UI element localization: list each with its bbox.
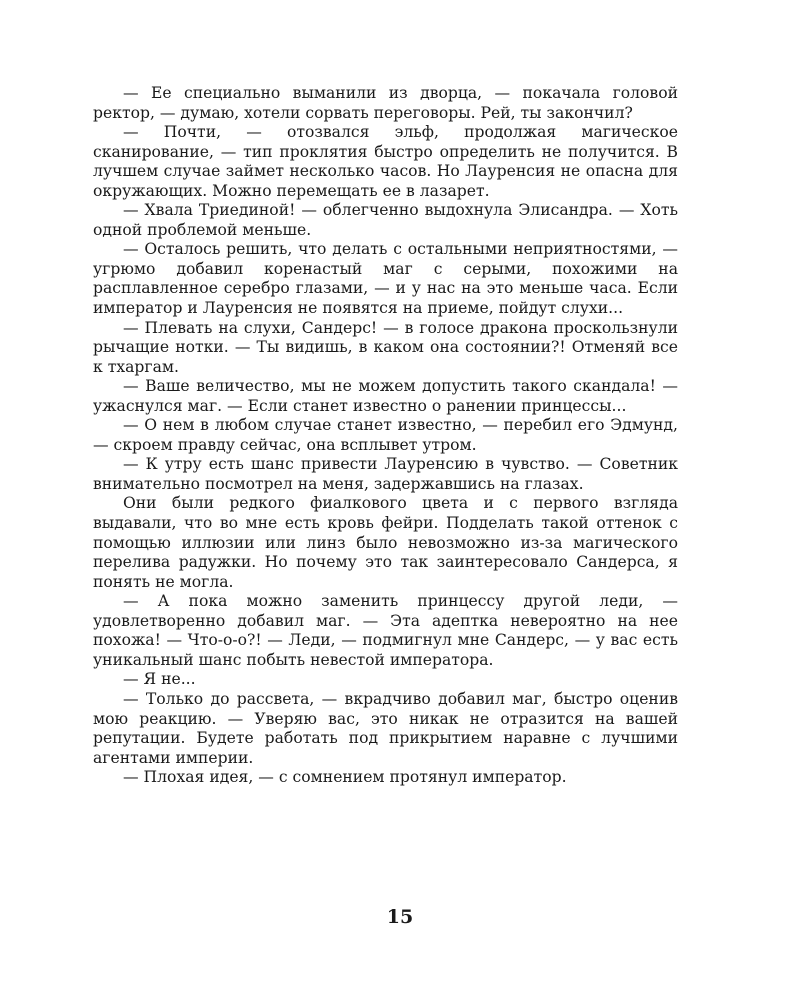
paragraph: — Я не... xyxy=(123,670,196,689)
paragraph: — Почти, — отозвался эльф, продолжая магическое сканирование, — тип проклятия быстро определить не получится. В лучшем случае займет несколько часов. Но Лауренсия не опасна для окружающих. Можно перемещать ее в лазарет. xyxy=(93,123,678,200)
paragraph: — А пока можно заменить принцессу другой леди, — удовлетворенно добавил маг. — Эта адептка невероятно на нее похожа! — Что-о-о?! — Леди, — подмигнул мне Сандерс, — у вас есть уникальный шанс побыть невестой императора. xyxy=(93,592,678,669)
paragraph: Они были редкого фиалкового цвета и с первого взгляда выдавали, что во мне есть кровь фейри. Подделать такой оттенок с помощью иллюзии или линз было невозможно из-за магического перелива радужки. Но почему это так заинтересовало Сандерса, я понять не могла. xyxy=(93,494,678,591)
paragraph: — Плохая идея, — с сомнением протянул император. xyxy=(123,768,567,787)
paragraph: — Хвала Триединой! — облегченно выдохнула Элисандра. — Хоть одной проблемой меньше. xyxy=(93,201,678,239)
paragraph: — Плевать на слухи, Сандерс! — в голосе дракона проскользнули рычащие нотки. — Ты видишь, в каком она состоянии?! Отменяй все к тхаргам. xyxy=(93,318,678,376)
paragraph: — К утру есть шанс привести Лауренсию в чувство. — Советник внимательно посмотрел на меня, задержавшись на глазах. xyxy=(93,455,678,493)
paragraph: — О нем в любом случае станет известно, — перебил его Эдмунд, — скроем правду сейчас, она всплывет утром. xyxy=(93,416,678,454)
paragraph: — Только до рассвета, — вкрадчиво добавил маг, быстро оценив мою реакцию. — Уверяю вас, это никак не отразится на вашей репутации. Будете работать под прикрытием наравне с лучшими агентами империи. xyxy=(93,689,678,767)
paragraph: — Ваше величество, мы не можем допустить такого скандала! — ужаснулся маг. — Если станет известно о ранении принцессы... xyxy=(93,377,678,415)
body-text xyxy=(93,84,678,788)
page-number: 15 xyxy=(386,906,414,928)
paragraph: — Ее специально выманили из дворца, — покачала головой ректор, — думаю, хотели сорвать переговоры. Рей, ты закончил? xyxy=(93,84,678,122)
paragraph: — Осталось решить, что делать с остальными неприятностями, — угрюмо добавил коренастый маг с серыми, похожими на расплавленное серебро глазами, — и у нас на это меньше часа. Если император и Лауренсия не появятся на приеме, пойдут слухи... xyxy=(93,240,678,318)
